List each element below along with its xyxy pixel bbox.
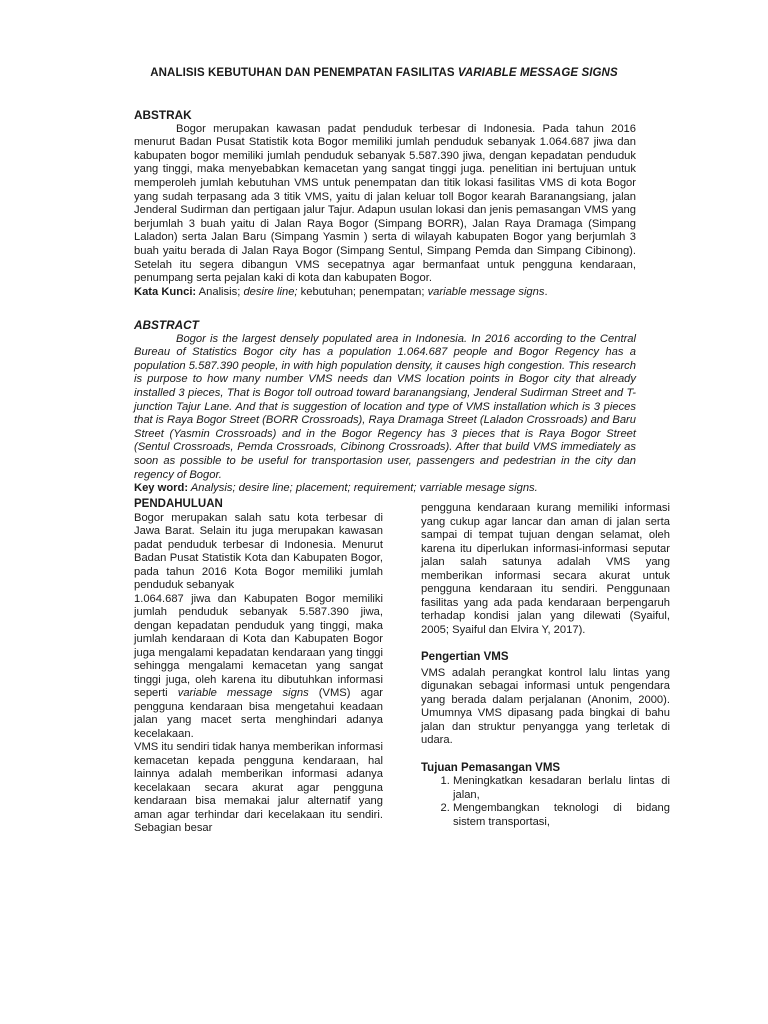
list-item: 2. Mengembangkan teknologi di bidang sistem transportasi,: [453, 802, 670, 829]
list-item: 1. Meningkatkan kesadaran berlalu lintas di jalan,: [453, 775, 670, 802]
tujuan-list: [421, 775, 670, 829]
pendahuluan-p1: Bogor merupakan salah satu kota terbesar di Jawa Barat. Selain itu juga merupakan kawasan padat penduduk terbesar di Indonesia. Menurut Badan Pusat Statistik Kota dan Kabupaten Bogor, pada tahun 2016 Kota Bogor memiliki jumlah penduduk sebanyak: [134, 511, 383, 591]
kw-4: variable message signs: [427, 285, 545, 298]
p2-end: (VMS) agar pengguna kendaraan bisa mengetahui keadaan jalan yang macet serta menghindari adanya kecelakaan.: [134, 687, 384, 740]
abstract-body: Bogor is the largest densely populated area in Indonesia. In 2016 according to the Central Bureau of Statistics Bogor city has a population 1.064.687 people and Bogor Regency has a population 5.587.390 people, in with high population density, it causes high congestion. This research is purpose to how many number VMS needs dan VMS location points in Bogor city that already installed 3 pieces, That is Bogor toll outroad toward baranangsiang, Jenderal Sudirman Street and T-junction Tajur Lane. And that is suggestion of location and type of VMS installation which is 3 pieces that is Raya Bogor Street (BORR Crossroads), Raya Dramaga Street (Laladon Crossroads) and Baru Street (Yasmin Crossroads) and in the Bogor Regency has 3 pieces that is Raya Bogor Street (Sentul Crossroads, Pemda Crossroads, Cibinong Crossroads). After that build VMS immediately as soon as possible to be useful for transportasion user, passengers and pedestrian in the city dan regency of Bogor.: [134, 332, 636, 481]
kw-1: Analisis;: [196, 285, 244, 298]
p2-italic: variable message signs: [177, 687, 309, 699]
pendahuluan-heading: PENDAHULUAN: [134, 498, 223, 510]
title-main: ANALISIS KEBUTUHAN DAN PENEMPATAN FASILITAS: [150, 67, 458, 79]
abstrak-heading: ABSTRAK: [134, 108, 192, 122]
paper-title: [0, 67, 768, 79]
kw-2: desire line;: [243, 285, 298, 298]
left-column: [134, 498, 383, 836]
key-word: [134, 482, 636, 496]
right-column: [421, 502, 670, 829]
kw-5: .: [544, 285, 548, 298]
right-p1: pengguna kendaraan kurang memiliki informasi yang cukup agar lancar dan aman di jalan serta sampai di tempat tujuan dengan selamat, oleh karena itu diperlukan informasi-informasi seputar jalan salah satunya adalah VMS yang memberikan informasi secara akurat untuk pengguna kendaraan itu sendiri. Penggunaan fasilitas yang ada pada kendaraan berpengaruh terhadap kondisi jalan yang dilewati (Syaiful, 2005; Syaiful dan Elvira Y, 2017).: [421, 502, 670, 636]
pendahuluan-p3: VMS itu sendiri tidak hanya memberikan informasi kemacetan kepada pengguna kendaraan, hal lainnya adalah memberikan informasi adanya kecelakaan secara akurat agar pengguna kendaraan bisa memakai jalur alternatif yang aman agar terhindar dari kecelakaan itu sendiri. Sebagian besar: [134, 741, 383, 834]
pengertian-vms-heading: Pengertian VMS: [421, 651, 509, 663]
pendahuluan-p2: [134, 593, 383, 742]
kw-3: kebutuhan; penempatan;: [297, 285, 428, 298]
p2-text: 1.064.687 jiwa dan Kabupaten Bogor memiliki jumlah penduduk sebanyak 5.587.390 jiwa, dengan kepadatan penduduk yang tinggi, maka jumlah kendaraan di Kota dan Kabupaten Bogor juga mengalami kepadatan kendaraan yang tinggi sehingga mengalami kemacetan yang sangat tinggi juga, oleh karena itu dibutuhkan informasi seperti: [134, 592, 383, 699]
kata-kunci: [134, 286, 636, 300]
kata-kunci-label: Kata Kunci:: [134, 285, 197, 298]
title-italic: VARIABLE MESSAGE SIGNS: [457, 67, 618, 79]
right-p2: VMS adalah perangkat kontrol lalu lintas yang digunakan sebagai informasi untuk pengendara yang berada dalam perjalanan (Anonim, 2000). Umumnya VMS dipasang pada bingkai di bahu jalan dan struktur penyangga yang terletak di udara.: [421, 666, 670, 746]
abstrak-body: Bogor merupakan kawasan padat penduduk terbesar di Indonesia. Pada tahun 2016 menurut Badan Pusat Statistik kota Bogor memiliki jumlah penduduk sebanyak 1.064.687 jiwa dan kabupaten bogor memiliki jumlah penduduk sebanyak 5.587.390 jiwa, dengan kepadatan penduduk yang tinggi, maka menyebabkan kemacetan yang sangat tinggi juga. penelitian ini bertujuan untuk memperoleh jumlah kebutuhan VMS untuk penempatan dan titik lokasi fasilitas VMS di kota Bogor yang sudah terpasang ada 3 titik VMS, yaitu di jalan keluar toll Bogor kearah Baranangsiang, jalan Jenderal Sudirman dan pertigaan jalur Tajur. Adapun usulan lokasi dan jenis pemasangan VMS yang berjumlah 3 buah yaitu di Jalan Raya Bogor (Simpang BORR), Jalan Raya Dramaga (Simpang Laladon) serta Jalan Baru (Simpang Yasmin ) serta di wilayah kabupaten Bogor yang berjumlah 3 buah yaitu berada di Jalan Raya Bogor (Simpang Sentul, Simpang Pemda dan Simpang Cibinong). Setelah itu segera dibangun VMS secepatnya agar bermanfaat untuk pengguna kendaraan, penumpang serta pejalan kaki di kota dan kabupaten Bogor.: [134, 122, 636, 285]
abstrak-section: [134, 109, 636, 299]
key-word-label: Key word:: [134, 482, 189, 495]
tujuan-heading: Tujuan Pemasangan VMS: [421, 761, 561, 774]
key-word-text: Analysis; desire line; placement; requirement; varriable mesage signs.: [188, 482, 538, 495]
abstract-heading: ABSTRACT: [134, 318, 199, 332]
abstract-section: [134, 319, 636, 496]
